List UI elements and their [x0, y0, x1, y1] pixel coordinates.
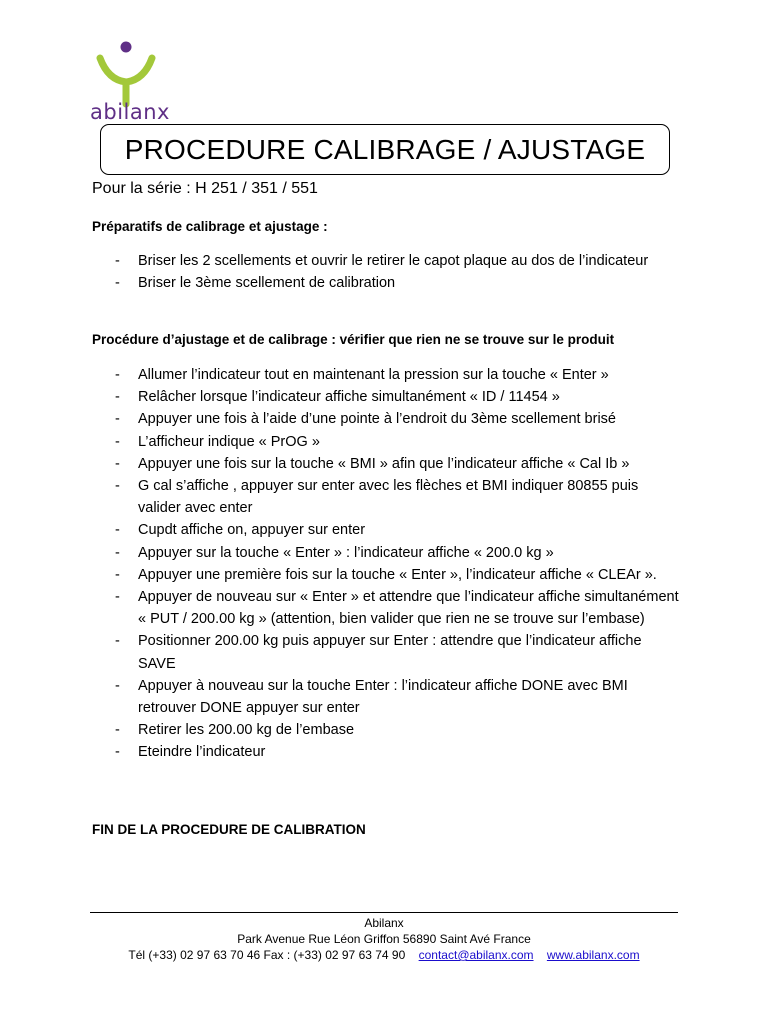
bullet-dash: -	[115, 722, 120, 739]
footer-email-link[interactable]: contact@abilanx.com	[418, 948, 534, 962]
bullet-dash: -	[115, 433, 120, 450]
bullet-dash: -	[115, 411, 120, 428]
bullet-dash: -	[115, 367, 120, 383]
list-item: - Briser le 3ème scellement de calibration	[0, 272, 768, 294]
bullet-dash: -	[115, 677, 120, 694]
page-title: PROCEDURE CALIBRAGE / AJUSTAGE	[124, 133, 646, 165]
bullet-dash: -	[115, 455, 120, 472]
title-box	[100, 124, 670, 175]
list-item: - Appuyer une fois sur la touche « BMI » afin que l’indicateur affiche « Cal Ib »	[0, 453, 768, 475]
bullet-dash: -	[115, 566, 120, 583]
bullet-dash: -	[115, 589, 120, 606]
list-item: - Cupdt affiche on, appuyer sur enter	[0, 519, 768, 541]
footer-divider	[90, 912, 678, 913]
logo-wordmark: abilanx	[90, 100, 170, 124]
bullet-dash: -	[115, 478, 120, 495]
list-item: - Appuyer une première fois sur la touche « Enter », l’indicateur affiche « CLEAr ».	[0, 564, 768, 586]
bullet-dash: -	[115, 275, 120, 292]
bullet-dash: -	[115, 633, 120, 650]
list-item: - Allumer l’indicateur tout en maintenant la pression sur la touche « Enter »	[0, 364, 768, 386]
section1-list	[0, 250, 768, 294]
list-item: - Appuyer sur la touche « Enter » : l’indicateur affiche « 200.0 kg »	[0, 542, 768, 564]
list-item: - Appuyer à nouveau sur la touche Enter : l’indicateur affiche DONE avec BMI retrouver DONE appuyer sur enter	[0, 675, 768, 719]
list-item: - Appuyer une fois à l’aide d’une pointe à l’endroit du 3ème scellement brisé	[0, 408, 768, 430]
footer-contact-line	[0, 947, 768, 963]
footer-phone: Tél (+33) 02 97 63 70 46 Fax : (+33) 02 97 63 74 90	[128, 948, 406, 962]
list-item: - Positionner 200.00 kg puis appuyer sur Enter : attendre que l’indicateur affiche SAVE	[0, 630, 768, 674]
footer-website-link[interactable]: www.abilanx.com	[546, 948, 640, 962]
list-item: - L’afficheur indique « PrOG »	[0, 431, 768, 453]
footer-address: Park Avenue Rue Léon Griffon 56890 Saint Avé France	[237, 932, 531, 946]
section2-list	[0, 364, 768, 764]
bullet-dash: -	[115, 544, 120, 561]
end-heading: FIN DE LA PROCEDURE DE CALIBRATION	[92, 822, 366, 837]
list-item: - Eteindre l’indicateur	[0, 741, 768, 763]
list-item: - Retirer les 200.00 kg de l’embase	[0, 719, 768, 741]
logo-figure-icon	[88, 38, 178, 108]
bullet-dash: -	[115, 389, 120, 406]
list-item: - Appuyer de nouveau sur « Enter » et attendre que l’indicateur affiche simultanément « PUT / 200.00 kg » (attention, bien valider que rien ne se trouve sur l’embase)	[0, 586, 768, 630]
bullet-dash: -	[115, 522, 120, 539]
serie-line: Pour la série : H 251 / 351 / 551	[92, 180, 318, 197]
footer-company: Abilanx	[364, 916, 404, 930]
list-item: - Relâcher lorsque l’indicateur affiche simultanément « ID / 11454 »	[0, 386, 768, 408]
list-item: - G cal s’affiche , appuyer sur enter avec les flèches et BMI indiquer 80855 puis valider avec enter	[0, 475, 768, 519]
section2-heading: Procédure d’ajustage et de calibrage : vérifier que rien ne se trouve sur le produit	[92, 332, 615, 347]
section1-heading: Préparatifs de calibrage et ajustage :	[92, 219, 328, 234]
bullet-dash: -	[115, 253, 120, 269]
list-item: - Briser les 2 scellements et ouvrir le retirer le capot plaque au dos de l’indicateur	[0, 250, 768, 272]
bullet-dash: -	[115, 744, 120, 761]
